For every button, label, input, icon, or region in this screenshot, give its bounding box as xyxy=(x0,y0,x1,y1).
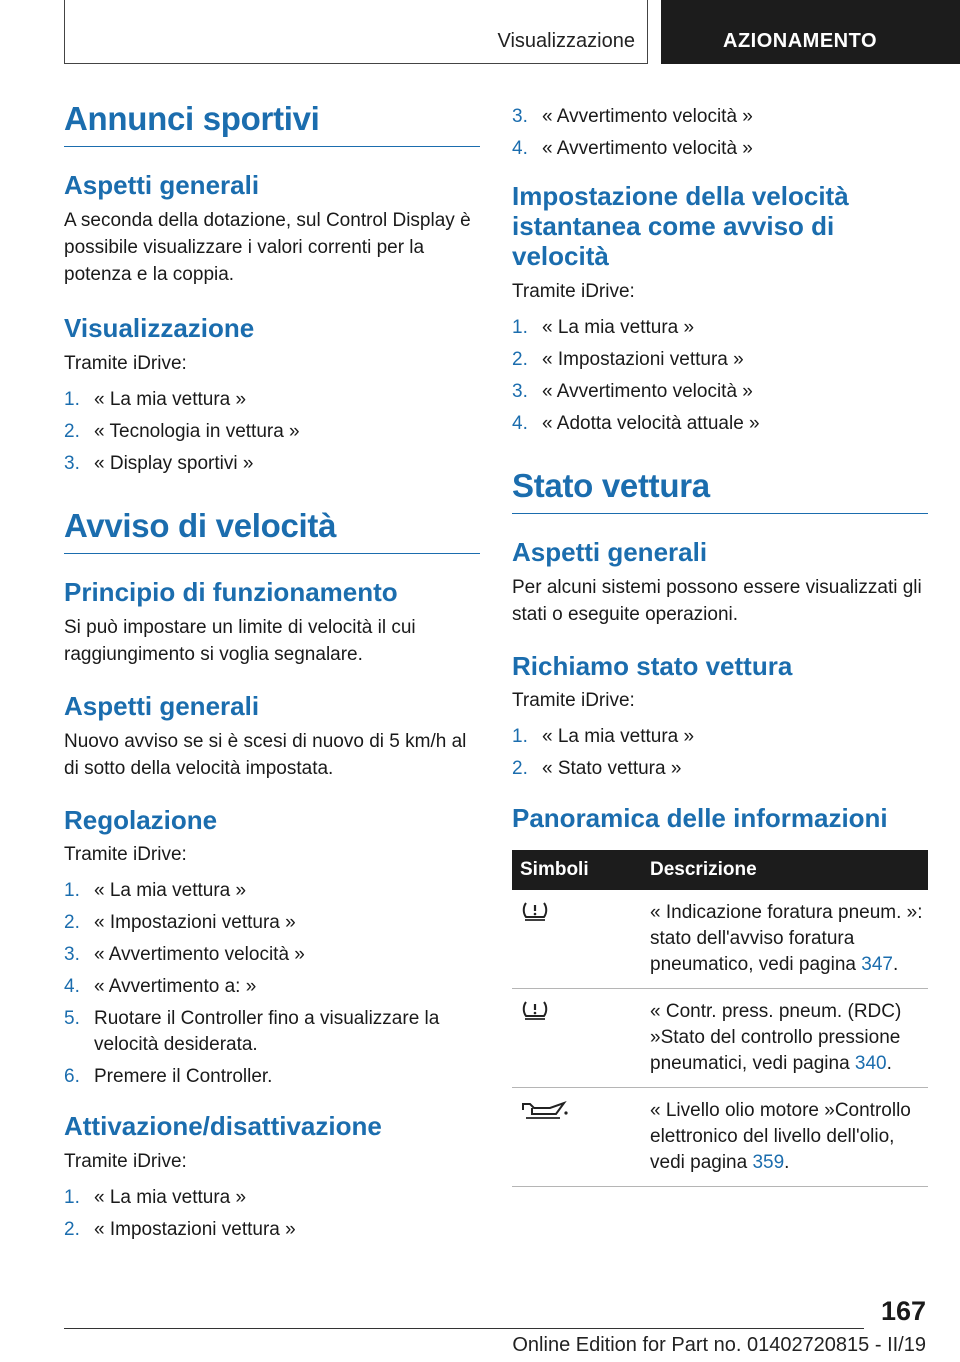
oil-level-icon xyxy=(520,1098,570,1120)
list-item: 4. « Adotta velocità attuale » xyxy=(512,412,760,434)
list-visualization xyxy=(64,387,480,477)
paragraph-general-1: A seconda della dotazione, sul Control Display è possibile visualizzare i valori correnti per la potenza e la coppia. xyxy=(64,209,471,285)
header-chapter-tab xyxy=(661,0,960,64)
footer-edition: Online Edition for Part no. 01402720815 - II/19 xyxy=(512,1334,926,1356)
header-section-label: Visualizzazione xyxy=(497,30,635,52)
list-recall-status xyxy=(512,724,928,782)
list-item: 2. « Tecnologia in vettura » xyxy=(64,420,300,442)
list-item: 2. « Impostazioni vettura » xyxy=(512,348,744,370)
table-cell-description: « Indicazione foratura pneum. »: stato dell'avviso foratura pneumatico, vedi pagina 347. xyxy=(642,890,928,989)
list-activation xyxy=(64,1185,480,1243)
list-item: 4. « Avvertimento a: » xyxy=(64,976,257,998)
section-title-speed-warning: Avviso di velocità xyxy=(64,507,480,554)
page-link[interactable]: 347 xyxy=(861,954,893,976)
paragraph-principle: Si può impostare un limite di velocità il cui raggiungimento si voglia segnalare. xyxy=(64,616,416,665)
heading-visualization: Visualizzazione xyxy=(64,312,255,343)
paragraph-general-2: Nuovo avviso se si è scesi di nuovo di 5 km/h al di sotto della velocità impostata. xyxy=(64,730,467,779)
list-item: 2. « Impostazioni vettura » xyxy=(64,1219,296,1241)
page-link[interactable]: 340 xyxy=(854,1053,887,1075)
table-row xyxy=(512,1088,928,1187)
table-header-description: Descrizione xyxy=(642,850,928,890)
heading-general-1: Aspetti generali xyxy=(64,170,260,200)
list-item: 3. « Avvertimento velocità » xyxy=(64,944,305,966)
list-item: 3. « Avvertimento velocità » xyxy=(512,106,753,127)
paragraph-general-3: Per alcuni sistemi possono essere visualizzati gli stati o eseguite operazioni. xyxy=(512,576,922,625)
paragraph-visualization: Tramite iDrive: xyxy=(64,352,187,374)
table-header-symbols: Simboli xyxy=(512,850,642,890)
info-table xyxy=(512,850,928,1187)
tire-pressure-warning-icon xyxy=(520,999,550,1021)
section-title-sport: Annunci sportivi xyxy=(64,100,480,147)
heading-overview: Panoramica delle informazioni xyxy=(512,803,888,834)
table-cell-symbol xyxy=(512,989,642,1088)
table-cell-symbol xyxy=(512,1088,642,1187)
footer-divider xyxy=(64,1328,864,1329)
list-item: 3. « Avvertimento velocità » xyxy=(512,380,753,402)
page-link[interactable]: 359 xyxy=(752,1152,785,1174)
tire-pressure-warning-icon xyxy=(520,900,550,922)
right-column xyxy=(512,100,928,1187)
table-cell-symbol xyxy=(512,890,642,989)
list-item: 5. Ruotare il Controller fino a visualizzare la velocità desiderata. xyxy=(64,1008,440,1056)
list-item: 4. « Avvertimento velocità » xyxy=(512,138,753,159)
header-section-tab xyxy=(64,0,648,64)
page-number: 167 xyxy=(880,1296,926,1326)
paragraph-activation: Tramite iDrive: xyxy=(64,1151,187,1173)
paragraph-recall-status: Tramite iDrive: xyxy=(512,690,635,712)
left-column xyxy=(64,100,480,1249)
table-cell-description: « Livello olio motore »Controllo elettronico del livello dell'olio, vedi pagina 359. xyxy=(642,1088,928,1187)
paragraph-instant-speed: Tramite iDrive: xyxy=(512,280,635,302)
list-regulation xyxy=(64,878,480,1090)
list-instant-speed xyxy=(512,315,928,437)
table-row xyxy=(512,890,928,989)
heading-regulation: Regolazione xyxy=(64,804,218,835)
list-item: 3. « Display sportivi » xyxy=(64,452,254,474)
list-item: 6. Premere il Controller. xyxy=(64,1066,273,1088)
heading-general-2: Aspetti generali xyxy=(64,690,260,721)
table-cell-description: « Contr. press. pneum. (RDC) »Stato del controllo pressione pneumatici, vedi pagina 340. xyxy=(642,989,928,1088)
section-title-vehicle-status: Stato vettura xyxy=(512,467,928,514)
heading-recall-status: Richiamo stato vettura xyxy=(512,650,793,681)
list-item: 1. « La mia vettura » xyxy=(64,1187,247,1209)
list-item: 1. « La mia vettura » xyxy=(512,316,695,338)
table-row xyxy=(512,989,928,1088)
header-chapter-label: AZIONAMENTO xyxy=(723,30,878,52)
heading-activation: Attivazione/disattivazione xyxy=(64,1111,382,1142)
list-item: 1. « La mia vettura » xyxy=(64,388,247,410)
list-item: 1. « La mia vettura » xyxy=(512,726,695,748)
list-item: 2. « Stato vettura » xyxy=(512,758,682,780)
heading-instant-speed: Impostazione della velocità istantanea come avviso di velocità xyxy=(512,181,849,271)
table-header-row xyxy=(512,850,928,890)
heading-principle: Principio di funzionamento xyxy=(64,576,398,607)
paragraph-regulation: Tramite iDrive: xyxy=(64,844,187,866)
list-item: 1. « La mia vettura » xyxy=(64,880,247,902)
heading-general-3: Aspetti generali xyxy=(512,536,708,567)
list-item: 2. « Impostazioni vettura » xyxy=(64,912,296,934)
list-continued xyxy=(512,104,928,162)
